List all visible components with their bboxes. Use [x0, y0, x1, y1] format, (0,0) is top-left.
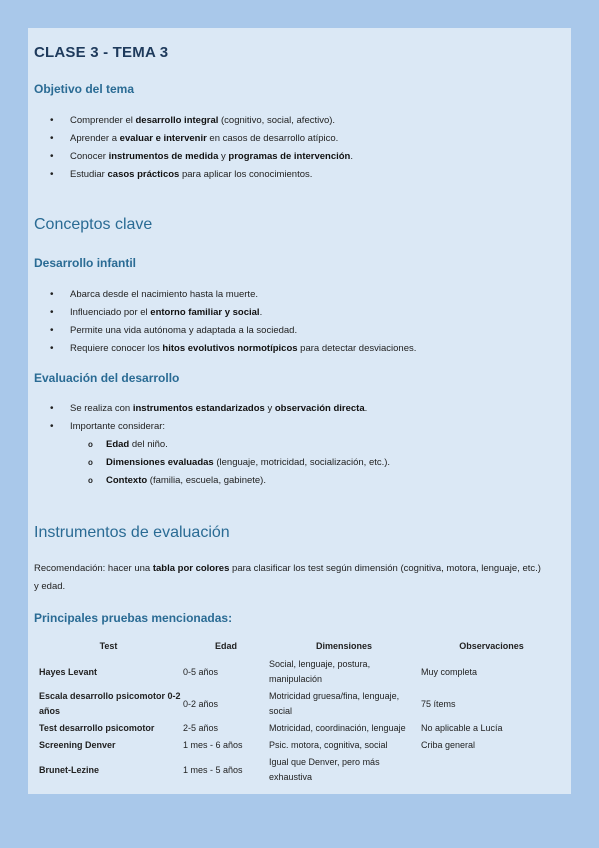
desarrollo-heading: Desarrollo infantil	[34, 256, 137, 270]
cell-dimensiones: Psic. motora, cognitiva, social	[269, 740, 388, 750]
document-title: CLASE 3 - TEMA 3	[34, 44, 169, 61]
cell-test: Screening Denver	[39, 740, 116, 750]
sublist-item: o Dimensiones evaluadas (lenguaje, motricidad, socialización, etc.).	[28, 454, 390, 472]
cell-test: Hayes Levant	[39, 666, 98, 677]
conceptos-heading: Conceptos clave	[34, 216, 153, 233]
recommendation-paragraph: Recomendación: hacer una tabla por colores para clasificar los test según dimensión (cognitiva, motora, lenguaje, etc.) y edad.	[34, 563, 541, 592]
evaluacion-heading: Evaluación del desarrollo	[34, 371, 180, 385]
table-header-row	[34, 636, 564, 656]
cell-observaciones: 75 ítems	[421, 698, 456, 709]
objetivo-list	[28, 112, 353, 184]
cell-observaciones	[419, 754, 564, 786]
cell-edad: 0-5 años	[183, 666, 219, 677]
list-item: • Importante considerar:	[28, 418, 367, 436]
list-item: • Aprender a evaluar e intervenir en casos de desarrollo atípico.	[28, 130, 353, 148]
cell-edad: 1 mes - 5 años	[183, 764, 243, 775]
evaluacion-sublist	[28, 436, 390, 490]
table-row	[34, 737, 564, 754]
cell-observaciones: No aplicable a Lucía	[421, 723, 503, 733]
cell-observaciones: Muy completa	[421, 666, 478, 677]
column-header-edad: Edad	[214, 641, 237, 651]
cell-dimensiones: Motricidad gruesa/fina, lenguaje, social	[269, 691, 400, 716]
list-item: • Influenciado por el entorno familiar y social.	[28, 304, 416, 322]
evaluacion-list	[28, 400, 367, 436]
cell-edad: 1 mes - 6 años	[183, 740, 243, 750]
cell-observaciones: Criba general	[421, 740, 476, 750]
list-item: • Conocer instrumentos de medida y programas de intervención.	[28, 148, 353, 166]
list-item: • Se realiza con instrumentos estandarizados y observación directa.	[28, 400, 367, 418]
cell-dimensiones: Motricidad, coordinación, lenguaje	[269, 723, 406, 733]
column-header-test: Test	[99, 641, 118, 651]
table-row	[34, 688, 564, 720]
list-item: • Permite una vida autónoma y adaptada a la sociedad.	[28, 322, 416, 340]
list-item: • Estudiar casos prácticos para aplicar los conocimientos.	[28, 166, 353, 184]
list-item: • Comprender el desarrollo integral (cognitivo, social, afectivo).	[28, 112, 353, 130]
desarrollo-list	[28, 286, 416, 358]
column-header-observaciones: Observaciones	[459, 641, 524, 651]
cell-test: Brunet-Lezine	[39, 764, 100, 775]
instrumentos-heading: Instrumentos de evaluación	[34, 524, 230, 541]
list-item: • Abarca desde el nacimiento hasta la muerte.	[28, 286, 416, 304]
cell-dimensiones: Social, lenguaje, postura, manipulación	[269, 659, 371, 684]
cell-test: Test desarrollo psicomotor	[39, 723, 155, 733]
pruebas-heading: Principales pruebas mencionadas:	[34, 611, 233, 625]
list-item: • Requiere conocer los hitos evolutivos normotípicos para detectar desviaciones.	[28, 340, 416, 358]
document-page	[28, 28, 571, 794]
cell-test: Escala desarrollo psicomotor 0-2 años	[39, 691, 181, 716]
cell-dimensiones: Igual que Denver, pero más exhaustiva	[269, 757, 380, 782]
table-row	[34, 720, 564, 737]
sublist-item: o Edad del niño.	[28, 436, 390, 454]
table-row	[34, 656, 564, 688]
cell-edad: 0-2 años	[183, 698, 219, 709]
sublist-item: o Contexto (familia, escuela, gabinete).	[28, 472, 390, 490]
tests-table	[34, 636, 564, 786]
column-header-dimensiones: Dimensiones	[315, 641, 373, 651]
cell-edad: 2-5 años	[183, 723, 219, 733]
objetivo-heading: Objetivo del tema	[34, 82, 135, 96]
table-row	[34, 754, 564, 786]
